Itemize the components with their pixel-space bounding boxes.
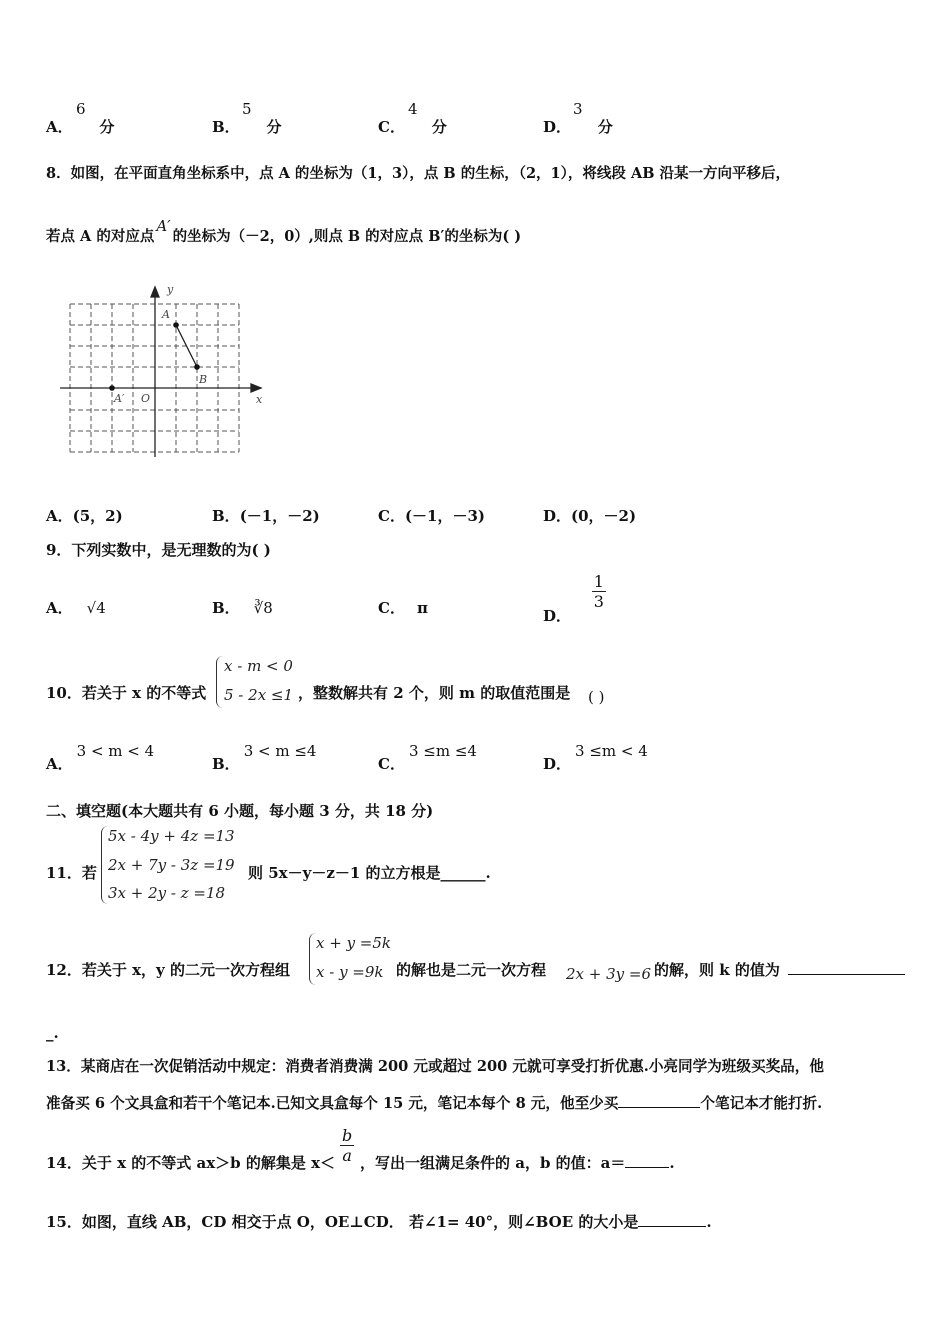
q8-option-d: D．(0，－2) [543, 507, 637, 525]
q9-option-a: A． √4 [46, 599, 106, 617]
q12-answer-blank[interactable] [788, 974, 905, 975]
point-b [194, 364, 200, 370]
q8-option-c: C．(－1，－3) [378, 507, 486, 525]
a-prime-symbol: A′ [156, 217, 171, 235]
q14-fraction: $\frac{b}{a}$ [342, 1126, 353, 1165]
q15-answer-blank[interactable] [638, 1212, 706, 1227]
y-axis-label: y [167, 283, 174, 296]
q13-answer-blank[interactable] [618, 1093, 700, 1108]
q10-option-d: D．3 ≤m < 4 [543, 742, 648, 773]
q9-option-d: D． $\frac{1}{3}$ [543, 572, 604, 625]
q10-paren: ( ) [588, 688, 605, 706]
q7-option-d: D． 3 分 [543, 100, 613, 136]
q12-equation: 2x + 3y =6 [566, 965, 652, 983]
q14-suffix: ，写出一组满足条件的 a，b 的值：a＝ . [360, 1154, 675, 1172]
q14-answer-blank[interactable] [625, 1153, 669, 1168]
point-a [173, 322, 179, 328]
label-a: A [162, 308, 170, 321]
q12-system-line2: x - y =9k [316, 963, 384, 981]
q9-option-b: B． ∛8 [212, 599, 273, 617]
q8-line2: 若点 A 的对应点A′的坐标为（－2，0）,则点 B 的对应点 B′的坐标为( ) [46, 217, 522, 245]
q13-line2: 准备买 6 个文具盒和若干个笔记本.已知文具盒每个 15 元，笔记本每个 8 元，他至少买 个笔记本才能打折. [46, 1095, 823, 1112]
x-axis-arrow [251, 384, 261, 392]
x-axis-label: x [256, 393, 263, 406]
q10-option-a: A．3 < m < 4 [46, 742, 155, 773]
q7-option-a: A． 6 分 [46, 100, 115, 136]
label-a-prime: A′ [114, 392, 125, 405]
q11-suffix: 则 5x－y－z－1 的立方根是______. [248, 864, 491, 882]
q12-brace [309, 933, 316, 985]
q8-option-a: A．(5，2) [46, 507, 123, 525]
q8-option-b: B．(－1，－2) [212, 507, 320, 525]
q10-suffix: ，整数解共有 2 个，则 m 的取值范围是 [298, 684, 571, 702]
q8-line1: 8．如图，在平面直角坐标系中，点 A 的坐标为（1，3），点 B 的生标，（2，1），将线段 AB 沿某一方向平移后， [46, 165, 790, 182]
q12-system-line1: x + y =5k [316, 934, 392, 952]
q13-line1: 13．某商店在一次促销活动中规定：消费者消费满 200 元或超过 200 元就可享受打折优惠.小亮同学为班级买奖品，他 [46, 1058, 824, 1075]
q15-text: 15．如图，直线 AB，CD 相交于点 O，OE⊥CD． 若∠1= 40°，则∠BOE 的大小是 . [46, 1213, 712, 1231]
section-2-heading: 二、填空题(本大题共有 6 小题，每小题 3 分，共 18 分) [46, 802, 434, 820]
q12-mid: 的解也是二元一次方程 [396, 961, 547, 979]
q11-system-line2: 2x + 7y - 3z =19 [108, 856, 235, 874]
q12-prefix: 12．若关于 x，y 的二元一次方程组 [46, 961, 290, 979]
q9-option-c: C． π [378, 599, 428, 617]
q12-suffix: 的解，则 k 的值为 [654, 961, 780, 979]
q8-coordinate-graph [55, 282, 270, 460]
q7-option-b: B． 5 分 [212, 100, 282, 136]
q11-prefix: 11．若 [46, 864, 97, 882]
label-b: B [199, 373, 208, 386]
q10-system-line1: x - m < 0 [224, 657, 293, 675]
q10-option-c: C．3 ≤m ≤4 [378, 742, 477, 773]
q10-brace [216, 656, 223, 708]
q10-option-b: B．3 < m ≤4 [212, 742, 317, 773]
q11-system-line1: 5x - 4y + 4z =13 [108, 827, 235, 845]
y-axis-arrow [151, 287, 159, 297]
q7-option-c: C． 4 分 [378, 100, 447, 136]
label-origin: O [141, 392, 151, 405]
q11-brace [101, 826, 108, 904]
q10-prefix: 10．若关于 x 的不等式 [46, 684, 207, 702]
q9-stem: 9．下列实数中，是无理数的为( ) [46, 541, 271, 559]
q12-tail: _. [46, 1024, 59, 1042]
q11-system-line3: 3x + 2y - z =18 [108, 884, 226, 902]
q14-prefix: 14．关于 x 的不等式 ax＞b 的解集是 x＜ [46, 1154, 336, 1172]
point-a-prime [109, 385, 115, 391]
q10-system-line2: 5 - 2x ≤1 [224, 686, 294, 704]
